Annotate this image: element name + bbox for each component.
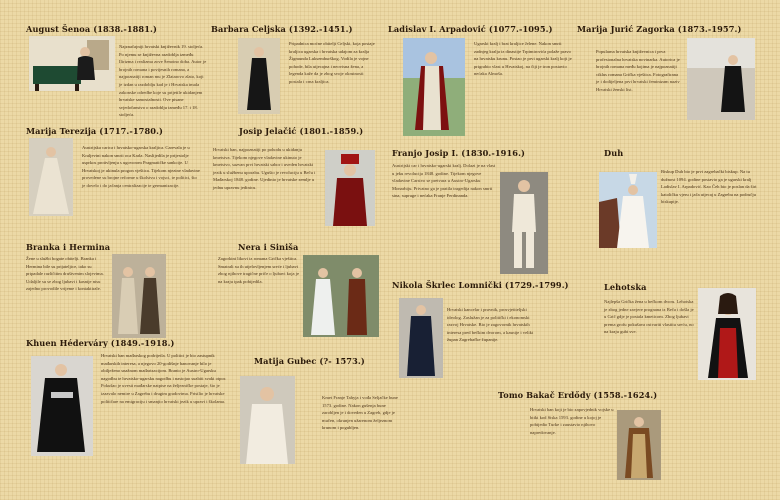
gubec-text: Kmet Franje Tahyja i vođa Seljačke bune 1573. godine. Nakon gušenja bune zarobljen je i doveden u Zagreb, gdje je mučen, okrunjen užarenom željeznom krunom i pogubljen. (322, 395, 398, 431)
lehotska-text: Najlepša Grička žena u bečkom dvoru. Lehotska je zbog jedne zavjere prognana iz Beča i došla je u Grič gdje je postala kmeticom. Zbog ljubavi prema grofu pokušava ostvariti vlastitu sreću, no na kraju gubi sve. (604, 299, 694, 335)
two-women-icon (112, 254, 166, 338)
franjo-text: Austrijski car i hrvatsko-ugarski kralj. Dolazi je na vlast u jeku revolucija 1848. godine. Tijekom njegove vladavine Carstvo se pretvara u Austro-Ugarsku Monarhiju. Privatno ga je pratila tragedija nakon smrti sina, supruge i nećaka Franje Ferdinanda. (392, 163, 496, 199)
celjska-photo (238, 38, 280, 114)
duh-title: Duh (604, 148, 624, 158)
king-portrait-icon (403, 38, 465, 136)
zagorka-text: Popularna hrvatska književnica i prva profesionalna hrvatska novinarka. Autorica je brojnih romana među kojima je najpoznatiji ciklus romana Grička vještica. Fotografirana je i dodijeljena prvi hrvatski feminizam naziv Hrvatski ženski list. (596, 49, 680, 92)
hedervary-photo (31, 356, 93, 456)
ban-portrait-icon (325, 150, 375, 226)
hedervary-text: Hrvatski ban mađarskog podrijetla. U politici je bio zastupnik mađarskih interesa, a njegovo 20-godišnje banovanje bilo je obilježeno snažnom mađarizacijom. Branio je Austro-Ugarsku nagodbu te hrvatsko-ugarsku nagodbu i nastojao suzbiti svaki otpor. Pokušao je uvesti mađarske natpise na željezničke postaje, što je izazvalo nemire u Zagrebu i drugim gradovima. Prisilio je hrvatske političare na emigraciju i smanjio hrvatski jezik u upravi i školama. (101, 353, 227, 404)
franjo-photo (500, 172, 548, 274)
erdody-photo (617, 410, 661, 480)
zagorka-photo (687, 38, 755, 120)
celjska-text: Pripadnica moćne obitelji Celjski, koja postaje kraljica ugarska i hrvatska udajom za kralja Žigmunda Luksemburškog. Vodila je vojne pohode, bila utjecajna i neovisna žena, a legenda kaže da je zbog svoje okrutnosti postala i crna kraljica. (289, 41, 375, 84)
nera-title: Nera i Siniša (238, 242, 299, 252)
queen-portrait-icon (238, 38, 280, 114)
skrlec-text: Hrvatski kancelar i pravnik, prosvjetiteljski ideolog. Zaslužan je za politički i ekonomski razvoj Hrvatske. Bio je zagovornik hrvatskih interesa pred bečkim dvorom, a kasnije i veliki župan Zagrebačke županije. (447, 307, 534, 343)
gubec-title: Matija Gubec (?- 1573.) (254, 356, 365, 366)
writer-at-desk-icon (29, 36, 115, 91)
senoa-text: Najznačajniji hrvatski književnik 19. stoljeća. Po njemu se književna razdoblja između Ilirizma i realizma zove Šenoino doba. Autor je brojnih romana i povijesnih romana, a najpoznatiji roman mu je Zlatarovo zlato, koji je izdan u razdoblju kad je i Hrvatska imala zakonske odredbe koje su prijetile ukidanjem hrvatske samostalnosti. Ove pisane svjedočanstvo o razdoblju između 17. i 18. stoljeća. (119, 44, 207, 118)
writer-woman-icon (687, 38, 755, 120)
skrlec-photo (399, 298, 443, 378)
terezija-text: Austrijska carica i hrvatsko-ugarska kraljica. Carevala je u Kraljevini nakon smrti oca Karla. Naslijedila je prijestolje usprkos protivljenju s ugovorom Pragmatičke sankcije. U Hrvatskoj je ukinula progon vještica. Tijekom njezine vladavine provedene su brojne reforme u školstvu i vojsci, te politici, što je dovelo i do jačanja centralizacije te germanizacije. (82, 145, 200, 188)
emperor-portrait-icon (500, 172, 548, 274)
erdody-text: Hrvatski ban koji je bio zapovjednik vojske u bitki kod Siska 1593. godine u kojoj je pobijedio Turke i zaustavio njihovo napredovanje. (530, 407, 614, 435)
chancellor-portrait-icon (399, 298, 443, 378)
jelacic-text: Hrvatski ban, najpoznatiji po pohodu u ukidanju kmetstva. Tijekom njegove vladavine ukinuto je kmetstvo, sazvan prvi hrvatski sabor i uveden hrvatski jezik u službenu uporabu. Ugušio je revoluciju u Beču i Mađarskoj 1848. godine. Ujedinio je hrvatske zemlje u jednu upravnu jedinicu. (213, 147, 316, 190)
senoa-photo (29, 36, 115, 91)
arpadovic-photo (403, 38, 465, 136)
branka-text: Žene u službi bogate obitelji. Branka i Hermina bile su prijateljice, iako su pripadale različitim društvenim slojevima. Udaljile su se zbog ljubavi i kasnije nisu zajedno provodile vrijeme i kontaktirale. (26, 256, 104, 292)
jelacic-title: Josip Jelačić (1801.-1859.) (239, 126, 364, 136)
nera-photo (303, 255, 379, 337)
lehotska-title: Lehotska (604, 282, 647, 292)
nera-text: Zagorkini likovi iz romana Grička vještica. Smatrali su ih utjelovljenjem sreće i ljubavi zbog njihove tragične priče o ljubavi koja je na kraju ipak pobijedila. (218, 256, 300, 284)
ban-hedervary-icon (31, 356, 93, 456)
couple-portrait-icon (303, 255, 379, 337)
hedervary-title: Khuen Héderváry (1849.-1918.) (26, 338, 175, 348)
duh-photo (599, 172, 657, 248)
peasant-leader-icon (240, 376, 295, 464)
zagorka-title: Marija Jurić Zagorka (1873.-1957.) (577, 24, 742, 34)
terezija-title: Marija Terezija (1717.-1780.) (26, 126, 163, 136)
arpadovic-text: Ugarski kralj i brat kraljice Jelene. Nakon smrti zadnjeg kralja iz dinastije Trpimirovića polaže pravo na hrvatsku krunu. Postao je prvi ugarski kralj koji je prigrabio vlast u Hrvatskoj, na čiji je tron postavio nećaka Almoša. (474, 41, 572, 77)
skrlec-title: Nikola Škrlec Lomnički (1729.-1799.) (392, 280, 569, 290)
franjo-title: Franjo Josip I. (1830.-1916.) (392, 148, 525, 158)
arpadovic-title: Ladislav I. Arpadović (1077.-1095.) (388, 24, 553, 34)
terezija-photo (29, 138, 73, 216)
noblewoman-portrait-icon (698, 288, 756, 380)
duh-text: Biskup Duh bio je prvi zagrebački biskup. Na tu dužnost 1094. godine postavio ga je ugarski kralj Ladislav I. Arpadović. Kao Čeh bio je poslan da širi katoličku vjeru i jača utjecaj u Zagrebu na području biskupije. (661, 169, 757, 205)
bishop-portrait-icon (599, 172, 657, 248)
senoa-title: August Šenoa (1838.-1881.) (26, 24, 157, 34)
branka-title: Branka i Hermina (26, 242, 111, 252)
empress-portrait-icon (29, 138, 73, 216)
ban-erdody-icon (617, 410, 661, 480)
lehotska-photo (698, 288, 756, 380)
celjska-title: Barbara Celjska (1392.-1451.) (211, 24, 353, 34)
gubec-photo (240, 376, 295, 464)
erdody-title: Tomo Bakač Erdődy (1558.-1624.) (498, 390, 658, 400)
jelacic-photo (325, 150, 375, 226)
branka-photo (112, 254, 166, 338)
